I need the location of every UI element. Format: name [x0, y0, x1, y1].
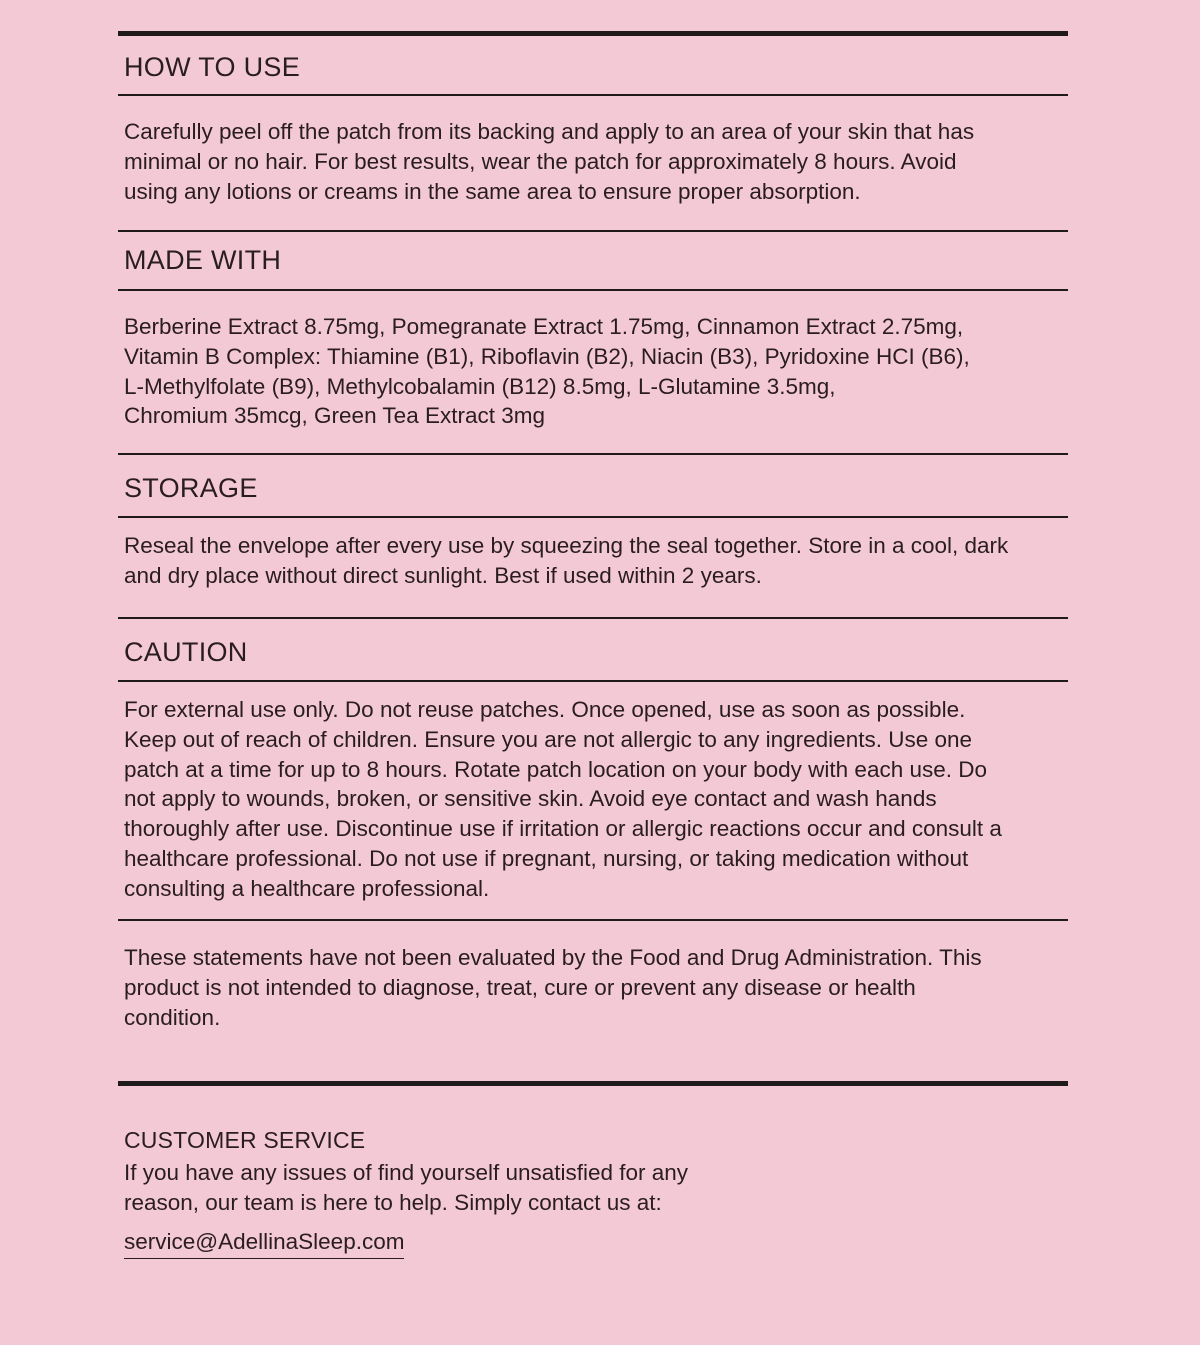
storage-text — [124, 531, 1069, 591]
caution-line: For external use only. Do not reuse patches. Once opened, use as soon as possible. — [124, 697, 966, 722]
caution-line: not apply to wounds, broken, or sensitive skin. Avoid eye contact and wash hands — [124, 786, 937, 812]
ingredients-list — [124, 312, 1069, 431]
ingredients-line: Berberine Extract 8.75mg, Pomegranate Extract 1.75mg, Cinnamon Extract 2.75mg, — [124, 314, 964, 339]
caution-line: Keep out of reach of children. Ensure you are not allergic to any ingredients. Use one — [124, 726, 973, 752]
storage-line: Reseal the envelope after every use by squeezing the seal together. Store in a cool, dark — [124, 533, 1009, 558]
how-to-use-heading: HOW TO USE — [124, 52, 301, 82]
caution-line: thoroughly after use. Discontinue use if irritation or allergic reactions occur and consult a — [124, 816, 1002, 842]
how-to-use-line: minimal or no hair. For best results, wear the patch for approximately 8 hours. Avoid — [124, 148, 957, 174]
caution-line: consulting a healthcare professional. — [124, 875, 490, 901]
customer-service-line: If you have any issues of find yourself unsatisfied for any — [124, 1160, 689, 1185]
disclaimer-line: condition. — [124, 1004, 221, 1030]
how-to-use-divider — [118, 94, 1068, 96]
top-divider — [118, 31, 1068, 36]
caution-heading: CAUTION — [124, 637, 248, 667]
storage-heading: STORAGE — [124, 473, 258, 503]
caution-line: healthcare professional. Do not use if pregnant, nursing, or taking medication without — [124, 845, 969, 871]
bottom-divider — [118, 1081, 1068, 1086]
how-to-use-text — [124, 117, 1069, 206]
disclaimer-line: These statements have not been evaluated by the Food and Drug Administration. This — [124, 945, 982, 970]
storage-line: and dry place without direct sunlight. Best if used within 2 years. — [124, 562, 762, 588]
storage-top-divider — [118, 453, 1068, 455]
caution-text — [124, 695, 1069, 904]
made-with-divider — [118, 289, 1068, 291]
caution-line: patch at a time for up to 8 hours. Rotate patch location on your body with each use. Do — [124, 756, 988, 782]
made-with-top-divider — [118, 230, 1068, 232]
customer-service-line: reason, our team is here to help. Simply contact us at: — [124, 1190, 662, 1215]
ingredients-line: L-Methylfolate (B9), Methylcobalamin (B12) 8.5mg, L-Glutamine 3.5mg, — [124, 373, 836, 399]
made-with-heading: MADE WITH — [124, 245, 282, 275]
ingredients-line: Chromium 35mcg, Green Tea Extract 3mg — [124, 403, 545, 429]
disclaimer-line: product is not intended to diagnose, treat, cure or prevent any disease or health — [124, 974, 916, 1000]
customer-service-email-link[interactable]: service@AdellinaSleep.com — [124, 1227, 404, 1259]
ingredients-line: Vitamin B Complex: Thiamine (B1), Riboflavin (B2), Niacin (B3), Pyridoxine HCI (B6), — [124, 343, 970, 369]
customer-service-text — [124, 1158, 688, 1218]
how-to-use-line: using any lotions or creams in the same area to ensure proper absorption. — [124, 178, 861, 204]
storage-divider — [118, 516, 1068, 518]
how-to-use-line: Carefully peel off the patch from its backing and apply to an area of your skin that has — [124, 119, 975, 144]
caution-top-divider — [118, 617, 1068, 619]
disclaimer-divider — [118, 919, 1068, 921]
customer-service-heading: CUSTOMER SERVICE — [124, 1127, 366, 1153]
fda-disclaimer — [124, 943, 1069, 1032]
caution-divider — [118, 680, 1068, 682]
